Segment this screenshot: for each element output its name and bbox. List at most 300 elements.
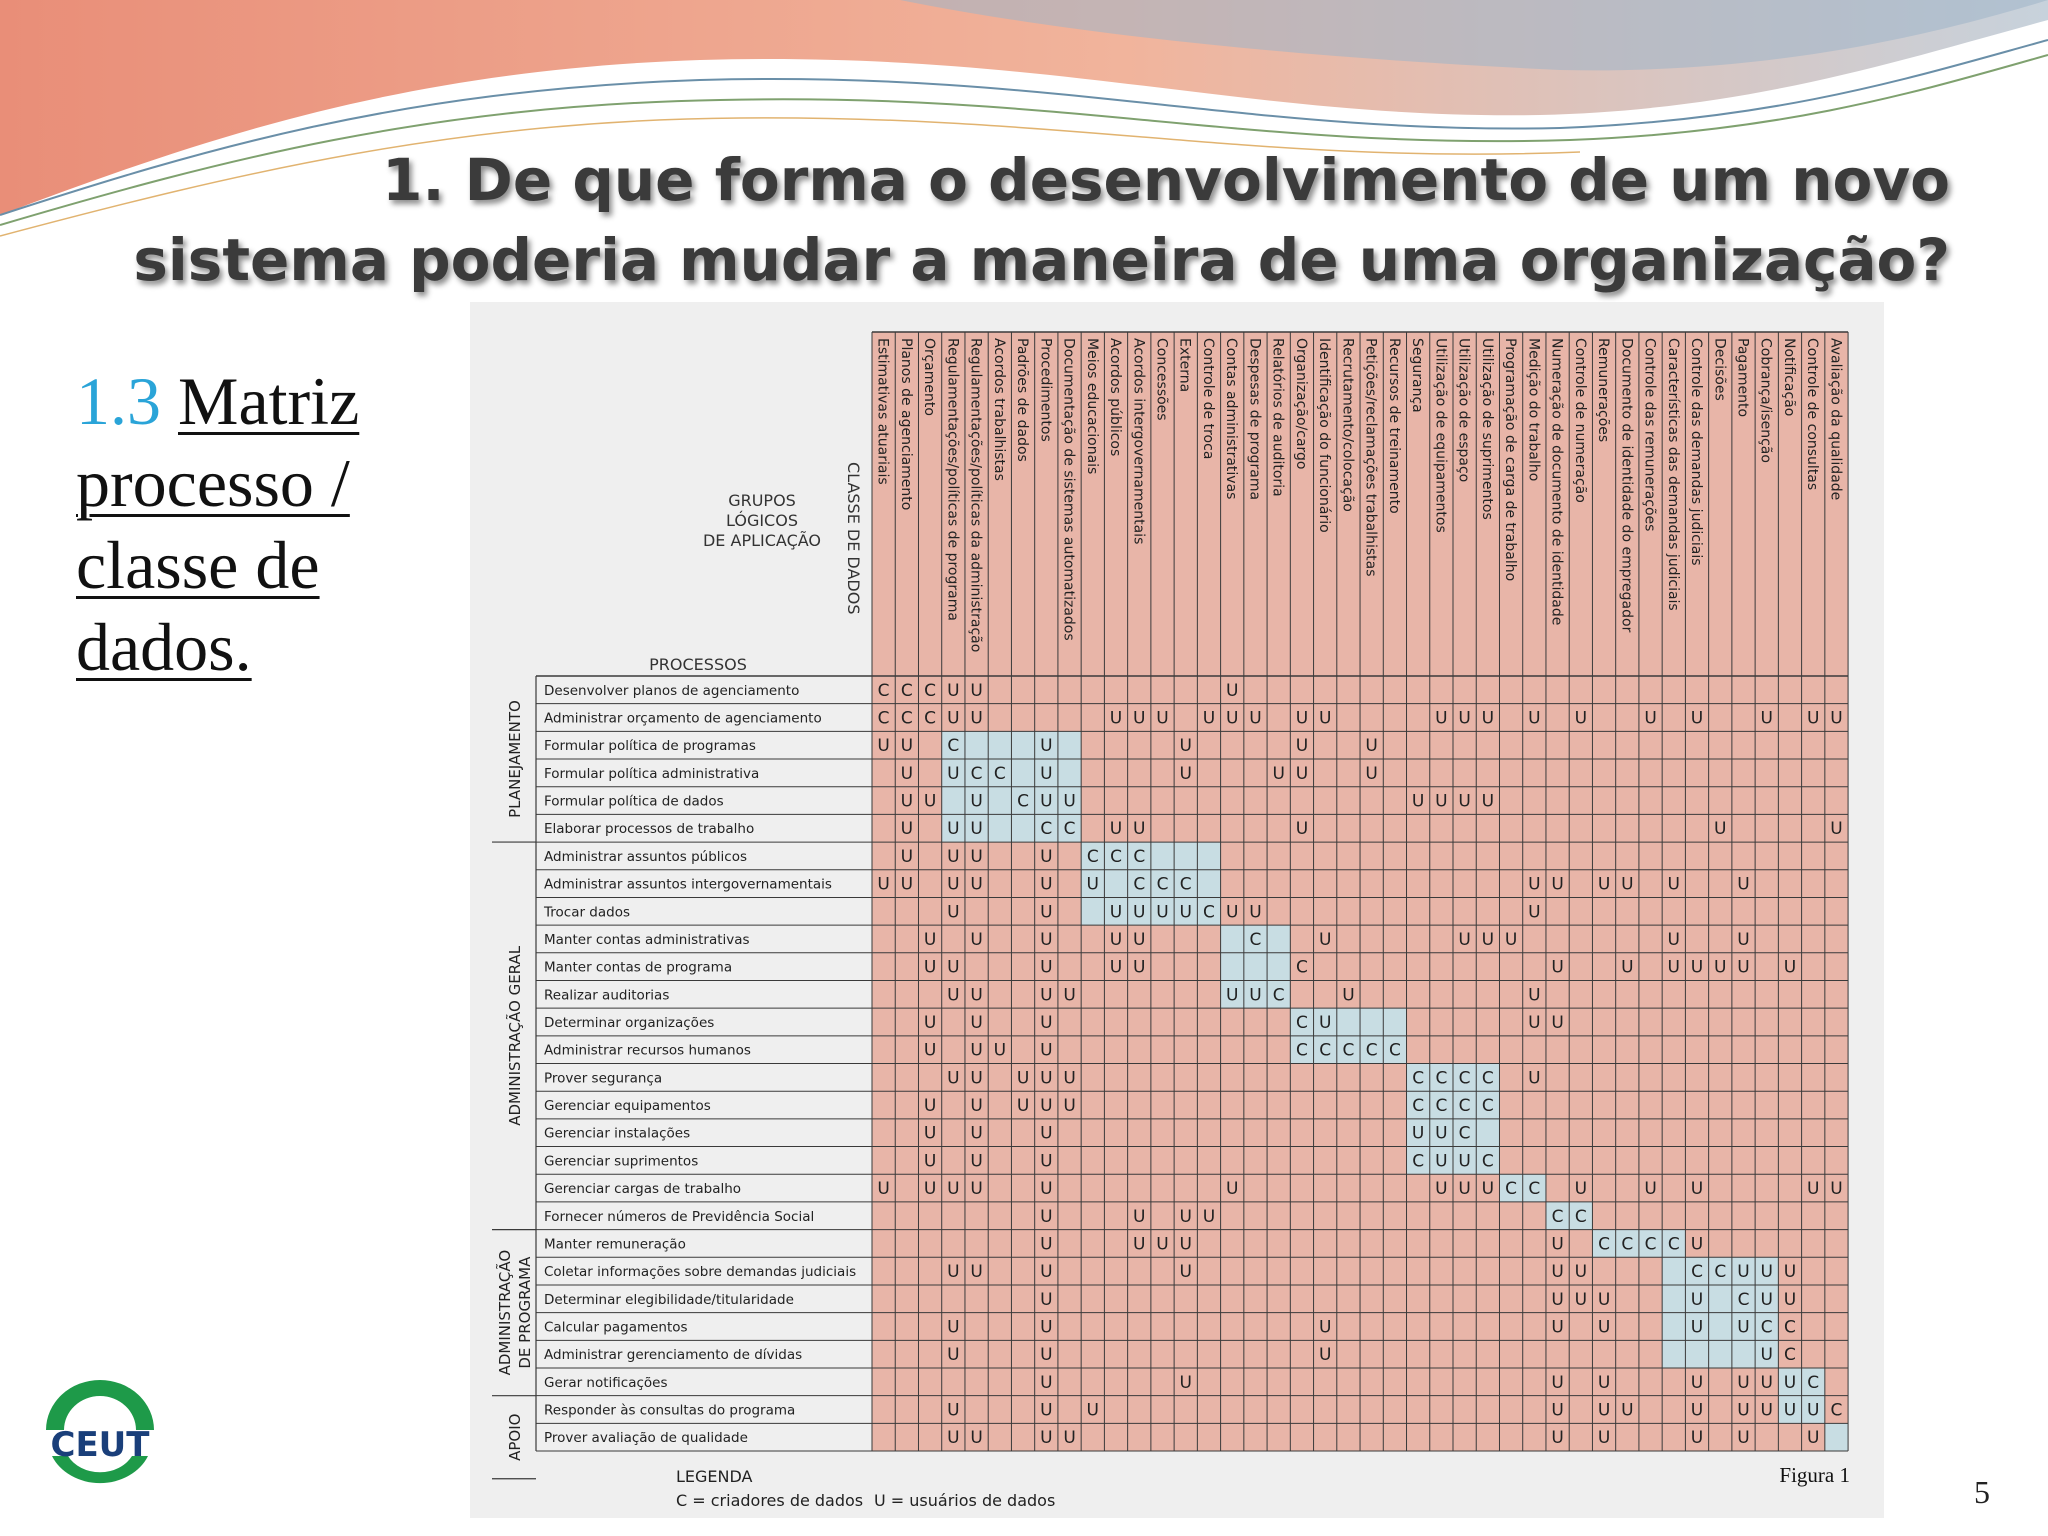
user-cell: U xyxy=(1690,1400,1704,1421)
user-cell: U xyxy=(1109,957,1123,978)
column-header: Segurança xyxy=(1409,338,1426,413)
user-cell: U xyxy=(923,1123,937,1144)
creator-cell: C xyxy=(993,763,1006,784)
process-label: Formular política de programas xyxy=(544,738,756,755)
user-cell: U xyxy=(1760,1289,1773,1310)
creator-cell: C xyxy=(1551,1206,1564,1227)
slide-title-line-2: sistema poderia mudar a maneira de uma organização? xyxy=(133,226,1950,294)
user-cell: U xyxy=(1458,708,1471,729)
user-cell: U xyxy=(1597,1289,1611,1310)
creator-cell: C xyxy=(1458,1096,1471,1117)
creator-cell: C xyxy=(1574,1206,1587,1227)
ceut-logo xyxy=(32,1368,168,1500)
process-label: Formular política administrativa xyxy=(544,765,760,782)
user-cell: U xyxy=(1040,1040,1053,1061)
creator-cell: C xyxy=(970,763,983,784)
user-cell: U xyxy=(1040,1151,1053,1172)
user-cell: U xyxy=(1040,846,1053,867)
process-label: Administrar orçamento de agenciamento xyxy=(544,710,822,727)
user-cell: U xyxy=(970,1013,983,1033)
user-cell: U xyxy=(1528,1068,1541,1089)
user-cell: U xyxy=(1551,1400,1564,1421)
user-cell: U xyxy=(1086,1400,1100,1421)
user-cell: U xyxy=(900,763,914,784)
creator-cell: C xyxy=(1505,1179,1518,1200)
section-number: 1.3 xyxy=(76,363,161,439)
user-cell: U xyxy=(1133,1206,1146,1227)
user-cell: U xyxy=(1458,791,1471,812)
user-cell: U xyxy=(947,708,960,729)
user-cell: U xyxy=(1760,1400,1773,1421)
user-cell: U xyxy=(1040,1234,1053,1255)
group-label: DE PROGRAMA xyxy=(516,1256,534,1369)
user-cell: U xyxy=(1551,874,1564,895)
user-cell: U xyxy=(1806,1179,1820,1200)
user-cell: U xyxy=(1040,1123,1053,1144)
user-cell: U xyxy=(1040,985,1053,1006)
user-cell: U xyxy=(1481,708,1495,729)
user-cell: U xyxy=(1783,1289,1797,1310)
slide-title xyxy=(60,140,1950,300)
user-cell: U xyxy=(1551,1013,1564,1033)
user-cell: U xyxy=(1737,1262,1750,1283)
creator-cell: C xyxy=(1319,1040,1332,1061)
user-cell: U xyxy=(1156,708,1169,729)
column-header: Remunerações xyxy=(1595,338,1612,443)
user-cell: U xyxy=(970,791,983,812)
column-header: Acordos trabalhistas xyxy=(990,338,1007,481)
user-cell: U xyxy=(970,1096,983,1117)
user-cell: U xyxy=(970,1179,983,1200)
user-cell: U xyxy=(1504,929,1518,950)
user-cell: U xyxy=(947,874,960,895)
user-cell: U xyxy=(1411,1123,1425,1144)
group-label: PLANEJAMENTO xyxy=(506,700,524,818)
process-label: Desenvolver planos de agenciamento xyxy=(544,682,800,699)
corner-groups-line-2: LÓGICOS xyxy=(726,511,798,530)
user-cell: U xyxy=(900,846,914,867)
user-cell: U xyxy=(1806,708,1820,729)
corner-groups-line-1: GRUPOS xyxy=(728,491,796,510)
user-cell: U xyxy=(947,763,960,784)
user-cell: U xyxy=(1040,902,1053,923)
creator-cell: C xyxy=(1528,1179,1541,1200)
user-cell: U xyxy=(1040,957,1053,978)
process-label: Formular política de dados xyxy=(544,793,724,810)
process-label: Elaborar processos de trabalho xyxy=(544,821,755,838)
user-cell: U xyxy=(1690,1289,1704,1310)
creator-cell: C xyxy=(924,680,937,701)
user-cell: U xyxy=(1156,902,1169,923)
column-header: Utilização de suprimentos xyxy=(1478,338,1495,520)
user-cell: U xyxy=(923,1151,937,1172)
user-cell: U xyxy=(1551,1372,1564,1393)
user-cell: U xyxy=(1783,1262,1797,1283)
user-cell: U xyxy=(970,1123,983,1144)
user-cell: U xyxy=(1063,1428,1076,1449)
user-cell: U xyxy=(970,929,983,950)
user-cell: U xyxy=(1040,1206,1053,1227)
creator-cell: C xyxy=(1412,1151,1425,1172)
process-label: Administrar gerenciamento de dívidas xyxy=(544,1347,803,1364)
user-cell: U xyxy=(1040,929,1053,950)
user-cell: U xyxy=(1806,1400,1820,1421)
user-cell: U xyxy=(900,736,914,757)
user-cell: U xyxy=(1783,1400,1797,1421)
column-header: Notificação xyxy=(1780,338,1797,417)
user-cell: U xyxy=(1295,736,1309,757)
user-cell: U xyxy=(1016,1096,1030,1117)
user-cell: U xyxy=(1737,1400,1750,1421)
user-cell: U xyxy=(1365,763,1378,784)
user-cell: U xyxy=(1458,1151,1471,1172)
user-cell: U xyxy=(1040,874,1053,895)
process-label: Determinar organizações xyxy=(544,1015,715,1031)
process-label: Prover avaliação de qualidade xyxy=(544,1430,748,1447)
user-cell: U xyxy=(1551,1234,1564,1255)
column-header: Documento de identidade do empregador xyxy=(1618,338,1635,633)
user-cell: U xyxy=(1481,1179,1495,1200)
user-cell: U xyxy=(1225,680,1239,701)
user-cell: U xyxy=(1597,1428,1611,1449)
creator-cell: C xyxy=(1342,1040,1355,1061)
creator-cell: C xyxy=(1296,957,1308,978)
creator-cell: C xyxy=(1063,819,1076,840)
user-cell: U xyxy=(1528,985,1541,1006)
column-header: Pagamento xyxy=(1734,338,1751,418)
creator-cell: C xyxy=(900,680,913,701)
user-cell: U xyxy=(1667,929,1681,950)
user-cell: U xyxy=(1249,985,1262,1006)
user-cell: U xyxy=(1272,763,1285,784)
user-cell: U xyxy=(1551,957,1564,978)
user-cell: U xyxy=(1318,1345,1332,1366)
creator-cell: C xyxy=(1365,1040,1378,1061)
creator-cell: C xyxy=(1272,985,1285,1006)
creator-cell: C xyxy=(1830,1400,1843,1421)
group-label: APOIO xyxy=(506,1413,524,1461)
user-cell: U xyxy=(970,846,983,867)
user-cell: U xyxy=(1597,874,1611,895)
creator-cell: C xyxy=(1481,1096,1494,1117)
creator-cell: C xyxy=(947,736,960,757)
user-cell: U xyxy=(1133,902,1146,923)
user-cell: U xyxy=(947,819,960,840)
slide-title-line-1: 1. De que forma o desenvolvimento de um novo xyxy=(382,146,1950,214)
user-cell: U xyxy=(970,1040,983,1061)
user-cell: U xyxy=(947,1400,960,1421)
column-header: Orçamento xyxy=(921,338,938,416)
creator-cell: C xyxy=(1737,1289,1750,1310)
user-cell: U xyxy=(970,1262,983,1283)
user-cell: U xyxy=(1481,791,1495,812)
creator-cell: C xyxy=(1644,1234,1657,1255)
user-cell: U xyxy=(947,846,960,867)
user-cell: U xyxy=(970,708,983,729)
column-header: Planos de agenciamento xyxy=(897,338,914,511)
user-cell: U xyxy=(1109,929,1123,950)
user-cell: U xyxy=(1528,902,1541,923)
user-cell: U xyxy=(1040,1400,1053,1421)
user-cell: U xyxy=(1528,708,1541,729)
user-cell: U xyxy=(1528,1013,1541,1033)
user-cell: U xyxy=(1179,736,1192,757)
creator-cell: C xyxy=(1296,1040,1308,1061)
user-cell: U xyxy=(970,874,983,895)
user-cell: U xyxy=(1714,957,1727,978)
user-cell: U xyxy=(923,957,937,978)
user-cell: U xyxy=(923,791,937,812)
column-header: Petições/reclamações trabalhistas xyxy=(1362,338,1379,577)
process-label: Gerenciar cargas de trabalho xyxy=(544,1181,742,1198)
creator-cell: C xyxy=(1133,874,1146,895)
user-cell: U xyxy=(1830,819,1843,840)
user-cell: U xyxy=(1667,957,1681,978)
user-cell: U xyxy=(1737,929,1750,950)
user-cell: U xyxy=(1342,985,1355,1006)
process-label: Calcular pagamentos xyxy=(544,1319,688,1336)
process-label: Fornecer números de Previdência Social xyxy=(544,1208,815,1225)
column-header: Controle de numeração xyxy=(1571,338,1588,503)
user-cell: U xyxy=(1109,902,1123,923)
user-cell: U xyxy=(1040,1428,1053,1449)
column-header: Avaliação da qualidade xyxy=(1827,338,1844,501)
user-cell: U xyxy=(1621,1400,1634,1421)
creator-cell: C xyxy=(1714,1262,1727,1283)
user-cell: U xyxy=(1621,874,1634,895)
user-cell: U xyxy=(947,902,960,923)
user-cell: U xyxy=(1737,957,1750,978)
process-label: Responder às consultas do programa xyxy=(544,1402,796,1419)
column-header: Controle de troca xyxy=(1199,338,1216,460)
process-label: Manter remuneração xyxy=(544,1236,686,1253)
process-label: Gerenciar instalações xyxy=(544,1125,691,1142)
user-cell: U xyxy=(1249,708,1262,729)
user-cell: U xyxy=(1737,1428,1750,1449)
user-cell: U xyxy=(1109,819,1123,840)
user-cell: U xyxy=(1806,1428,1820,1449)
creator-cell: C xyxy=(1598,1234,1610,1255)
column-header: Recrutamento/colocação xyxy=(1339,338,1356,512)
creator-cell: C xyxy=(924,708,937,729)
user-cell: U xyxy=(970,1151,983,1172)
user-cell: U xyxy=(1040,1179,1053,1200)
column-header: Organização/cargo xyxy=(1292,338,1309,470)
page-number: 5 xyxy=(1974,1474,1990,1510)
column-header: Decisões xyxy=(1711,338,1728,401)
corner-classes-label: CLASSE DE DADOS xyxy=(844,462,863,615)
column-header: Regulamentações/políticas da administração xyxy=(967,338,984,653)
user-cell: U xyxy=(1644,1179,1657,1200)
user-cell: U xyxy=(970,680,983,701)
process-label: Prover segurança xyxy=(544,1070,663,1087)
user-cell: U xyxy=(1016,1068,1030,1089)
user-cell: U xyxy=(1179,1206,1192,1227)
matrix-svg xyxy=(470,302,1884,1518)
user-cell: U xyxy=(1133,957,1146,978)
logo-text: CEUT xyxy=(50,1425,150,1465)
column-header: Contas administrativas xyxy=(1223,338,1240,500)
user-cell: U xyxy=(1063,1068,1076,1089)
user-cell: U xyxy=(1574,1179,1588,1200)
user-cell: U xyxy=(1481,929,1495,950)
user-cell: U xyxy=(970,819,983,840)
group-label: ADMINISTRAÇÃO xyxy=(496,1249,514,1376)
user-cell: U xyxy=(1133,819,1146,840)
user-cell: U xyxy=(1133,929,1146,950)
user-cell: U xyxy=(1597,1372,1611,1393)
user-cell: U xyxy=(1040,1317,1053,1338)
process-label: Determinar elegibilidade/titularidade xyxy=(544,1291,794,1308)
user-cell: U xyxy=(970,985,983,1006)
user-cell: U xyxy=(947,1428,960,1449)
column-header: Numeração de documento de identidade xyxy=(1548,338,1565,626)
corner-groups-line-3: DE APLICAÇÃO xyxy=(702,531,822,550)
creator-cell: C xyxy=(1784,1317,1796,1338)
user-cell: U xyxy=(1040,1372,1053,1393)
user-cell: U xyxy=(947,1179,960,1200)
user-cell: U xyxy=(1597,1317,1611,1338)
user-cell: U xyxy=(877,874,890,895)
creator-cell: C xyxy=(1807,1372,1820,1393)
column-header: Características das demandas judiciais xyxy=(1664,338,1681,611)
user-cell: U xyxy=(1318,1013,1332,1033)
creator-cell: C xyxy=(1412,1068,1425,1089)
column-header: Acordos públicos xyxy=(1107,338,1124,457)
process-label: Administrar assuntos intergovernamentais xyxy=(544,876,832,893)
creator-cell: C xyxy=(1458,1123,1471,1144)
user-cell: U xyxy=(1760,1372,1773,1393)
user-cell: U xyxy=(1435,708,1448,729)
user-cell: U xyxy=(900,874,914,895)
user-cell: U xyxy=(947,985,960,1006)
column-header: Relatórios de auditoria xyxy=(1269,338,1286,497)
user-cell: U xyxy=(923,1096,937,1117)
process-label: Coletar informações sobre demandas judiciais xyxy=(544,1264,857,1281)
user-cell: U xyxy=(1435,1123,1448,1144)
creator-cell: C xyxy=(1156,874,1169,895)
section-heading: Matriz processo / classe de dados. xyxy=(76,363,360,685)
process-label: Gerar notificações xyxy=(544,1374,668,1391)
creator-cell: C xyxy=(1412,1096,1425,1117)
user-cell: U xyxy=(947,680,960,701)
user-cell: U xyxy=(1458,929,1471,950)
creator-cell: C xyxy=(1481,1068,1494,1089)
creator-cell: C xyxy=(1621,1234,1634,1255)
process-label: Manter contas de programa xyxy=(544,959,733,976)
user-cell: U xyxy=(1040,1068,1053,1089)
user-cell: U xyxy=(1179,1234,1192,1255)
user-cell: U xyxy=(923,1179,937,1200)
user-cell: U xyxy=(900,819,914,840)
process-rows xyxy=(543,683,856,1446)
process-label: Gerenciar suprimentos xyxy=(544,1153,699,1170)
shaded-block-10 xyxy=(1825,1423,1848,1451)
user-cell: U xyxy=(1667,874,1681,895)
column-header: Concessões xyxy=(1153,338,1170,421)
user-cell: U xyxy=(1040,1289,1053,1310)
user-cell: U xyxy=(1249,902,1262,923)
user-cell: U xyxy=(1318,708,1332,729)
user-cell: U xyxy=(1063,1096,1076,1117)
user-cell: U xyxy=(1202,708,1216,729)
user-cell: U xyxy=(1458,1179,1471,1200)
column-header: Identificação do funcionário xyxy=(1316,338,1333,533)
user-cell: U xyxy=(1411,791,1425,812)
column-header: Recursos de treinamento xyxy=(1385,338,1402,514)
creator-cell: C xyxy=(1203,902,1215,923)
user-cell: U xyxy=(1760,708,1773,729)
user-cell: U xyxy=(1597,1400,1611,1421)
creator-cell: C xyxy=(1458,1068,1471,1089)
process-label: Realizar auditorias xyxy=(544,987,670,1004)
user-cell: U xyxy=(877,736,890,757)
user-cell: U xyxy=(923,929,937,950)
user-cell: U xyxy=(1737,1317,1750,1338)
user-cell: U xyxy=(1133,1234,1146,1255)
creator-cell: C xyxy=(1691,1262,1703,1283)
user-cell: U xyxy=(970,1428,983,1449)
user-cell: U xyxy=(970,1068,983,1089)
column-header: Controle das remunerações xyxy=(1641,338,1658,532)
user-cell: U xyxy=(1435,1151,1448,1172)
user-cell: U xyxy=(1760,1262,1773,1283)
user-cell: U xyxy=(1621,957,1634,978)
user-cell: U xyxy=(1574,1262,1588,1283)
column-header: Procedimentos xyxy=(1037,338,1054,442)
user-cell: U xyxy=(1179,1372,1192,1393)
creator-cell: C xyxy=(1667,1234,1680,1255)
user-cell: U xyxy=(1179,763,1192,784)
user-cell: U xyxy=(1225,1179,1239,1200)
user-cell: U xyxy=(1295,708,1309,729)
process-label: Trocar dados xyxy=(544,904,631,921)
user-cell: U xyxy=(1690,1317,1704,1338)
user-cell: U xyxy=(923,1040,937,1061)
process-label: Manter contas administrativas xyxy=(544,931,750,948)
user-cell: U xyxy=(1690,1428,1704,1449)
column-header: Controle das demandas judiciais xyxy=(1688,338,1705,566)
user-cell: U xyxy=(1179,1262,1192,1283)
creator-cell: C xyxy=(1481,1151,1494,1172)
column-header: Meios educacionais xyxy=(1083,338,1100,475)
creator-cell: C xyxy=(1110,846,1122,867)
user-cell: U xyxy=(1040,1013,1053,1033)
column-header: Regulamentações/políticas de programa xyxy=(944,338,961,621)
creator-cell: C xyxy=(1784,1345,1796,1366)
creator-cell: C xyxy=(1435,1096,1448,1117)
user-cell: U xyxy=(1318,929,1332,950)
user-cell: U xyxy=(1365,736,1378,757)
group-label: ADMINISTRAÇÃO GERAL xyxy=(506,945,524,1126)
user-cell: U xyxy=(923,1013,937,1033)
user-cell: U xyxy=(1737,1372,1750,1393)
column-header: Externa xyxy=(1176,338,1193,393)
user-cell: U xyxy=(947,1068,960,1089)
user-cell: U xyxy=(993,1040,1007,1061)
creator-cell: C xyxy=(877,708,890,729)
creator-cell: C xyxy=(1760,1317,1773,1338)
user-cell: U xyxy=(1040,1262,1053,1283)
creator-cell: C xyxy=(1086,846,1099,867)
process-data-class-matrix-figure xyxy=(470,302,1884,1518)
creator-cell: C xyxy=(877,680,890,701)
user-cell: U xyxy=(1040,763,1053,784)
section-subtitle xyxy=(76,360,416,688)
user-cell: U xyxy=(1714,819,1727,840)
legend-creators: C = criadores de dados xyxy=(676,1491,864,1510)
column-header: Programação de carga de trabalho xyxy=(1502,338,1519,582)
